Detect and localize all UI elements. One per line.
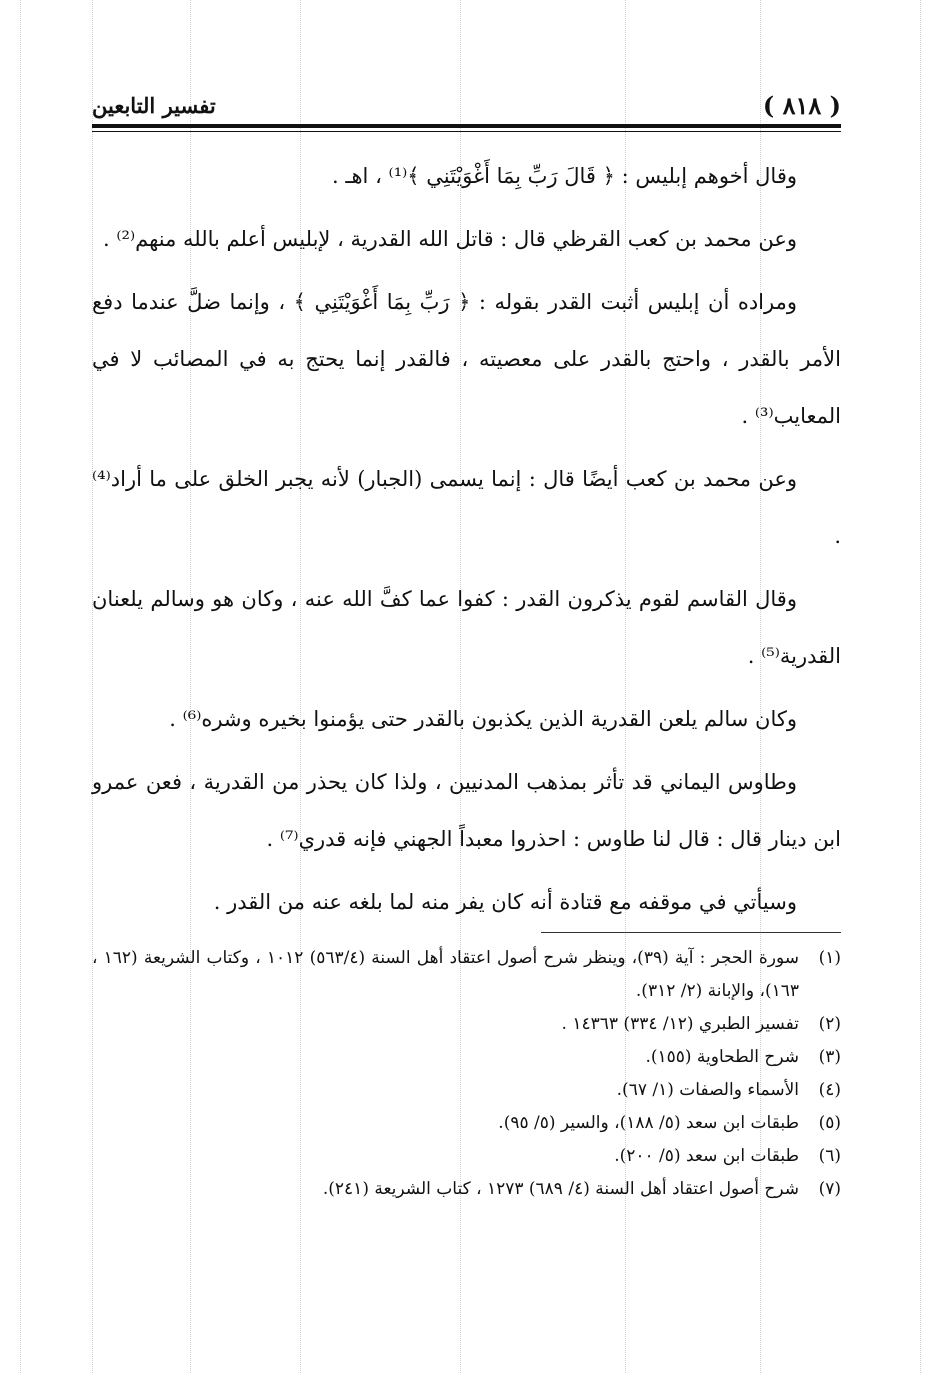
footnote (92, 942, 841, 1008)
footnote (92, 1041, 841, 1074)
footnote (92, 1140, 841, 1173)
running-title: تفسير التابعين (92, 93, 216, 118)
footnote (92, 1107, 841, 1140)
paragraph: وعن محمد بن كعب أيضًا قال : إنما يسمى (الجبار) لأنه يجبر الخلق على ما أراد⁽⁴⁾ . (92, 467, 841, 548)
header-rule-thick (92, 124, 841, 128)
paragraph: وسيأتي في موقفه مع قتادة أنه كان يفر منه لما بلغه عنه من القدر . (213, 890, 797, 914)
page-number: ( ٨١٨ ) (762, 91, 841, 120)
scan-dotted-line (920, 0, 921, 1373)
footnote-number: (٤) (818, 1080, 841, 1100)
paragraph: وعن محمد بن كعب القرظي قال : قاتل الله القدرية ، لإبليس أعلم بالله منهم⁽²⁾ . (103, 227, 797, 251)
footnote-text: طبقات ابن سعد (٥/ ٢٠٠). (614, 1146, 799, 1166)
footnote-number: (١) (818, 948, 841, 968)
header-rule-thin (92, 131, 841, 132)
footnote-number: (٧) (818, 1179, 841, 1199)
footnote-separator (541, 932, 841, 933)
footnote (92, 1008, 841, 1041)
footnote-number: (٦) (818, 1146, 841, 1166)
footnote-text: شرح الطحاوية (١٥٥). (645, 1047, 799, 1067)
footnote (92, 1074, 841, 1107)
paragraph: وطاوس اليماني قد تأثر بمذهب المدنيين ، ولذا كان يحذر من القدرية ، فعن عمرو ابن دينار قال : قال لنا طاوس : احذروا معبداً الجهني فإنه قدري⁽⁷⁾ . (92, 770, 841, 851)
paragraph: ومراده أن إبليس أثبت القدر بقوله : ﴿ رَبِّ بِمَا أَغْوَيْتَنِي ﴾ ، وإنما ضلَّ عندما دفع الأمر بالقدر ، واحتج بالقدر على معصيته ، فالقدر إنما يحتج به في المصائب لا في المعايب⁽³⁾ . (92, 290, 841, 428)
scan-dotted-line (20, 0, 21, 1373)
footnote-text: تفسير الطبري (١٢/ ٣٣٤) ١٤٣٦٣ . (561, 1014, 799, 1034)
footnotes (92, 942, 841, 1206)
footnote-text: الأسماء والصفات (١/ ٦٧). (616, 1080, 799, 1100)
page-header (92, 84, 841, 122)
footnote (92, 1173, 841, 1206)
footnote-text: سورة الحجر : آية (٣٩)، وينظر شرح أصول اعتقاد أهل السنة (٥٦٣/٤) ١٠١٢ ، وكتاب الشريعة (١٦٢ ، ١٦٣)، والإبانة (٢/ ٣١٢). (92, 948, 799, 1001)
footnote-text: شرح أصول اعتقاد أهل السنة (٤/ ٦٨٩) ١٢٧٣ ، كتاب الشريعة (٢٤١). (322, 1179, 799, 1199)
paragraph: وقال القاسم لقوم يذكرون القدر : كفوا عما كفَّ الله عنه ، وكان هو وسالم يلعنان القدرية⁽⁵⁾ . (92, 587, 841, 668)
footnote-number: (٥) (818, 1113, 841, 1133)
paragraph: وكان سالم يلعن القدرية الذين يكذبون بالقدر حتى يؤمنوا بخيره وشره⁽⁶⁾ . (169, 707, 797, 731)
footnote-text: طبقات ابن سعد (٥/ ١٨٨)، والسير (٥/ ٩٥). (498, 1113, 799, 1133)
main-text (92, 148, 841, 937)
footnote-number: (٢) (818, 1014, 841, 1034)
footnote-number: (٣) (818, 1047, 841, 1067)
paragraph: وقال أخوهم إبليس : ﴿ قَالَ رَبِّ بِمَا أَغْوَيْتَنِي ﴾⁽¹⁾ ، اهـ . (331, 164, 797, 188)
